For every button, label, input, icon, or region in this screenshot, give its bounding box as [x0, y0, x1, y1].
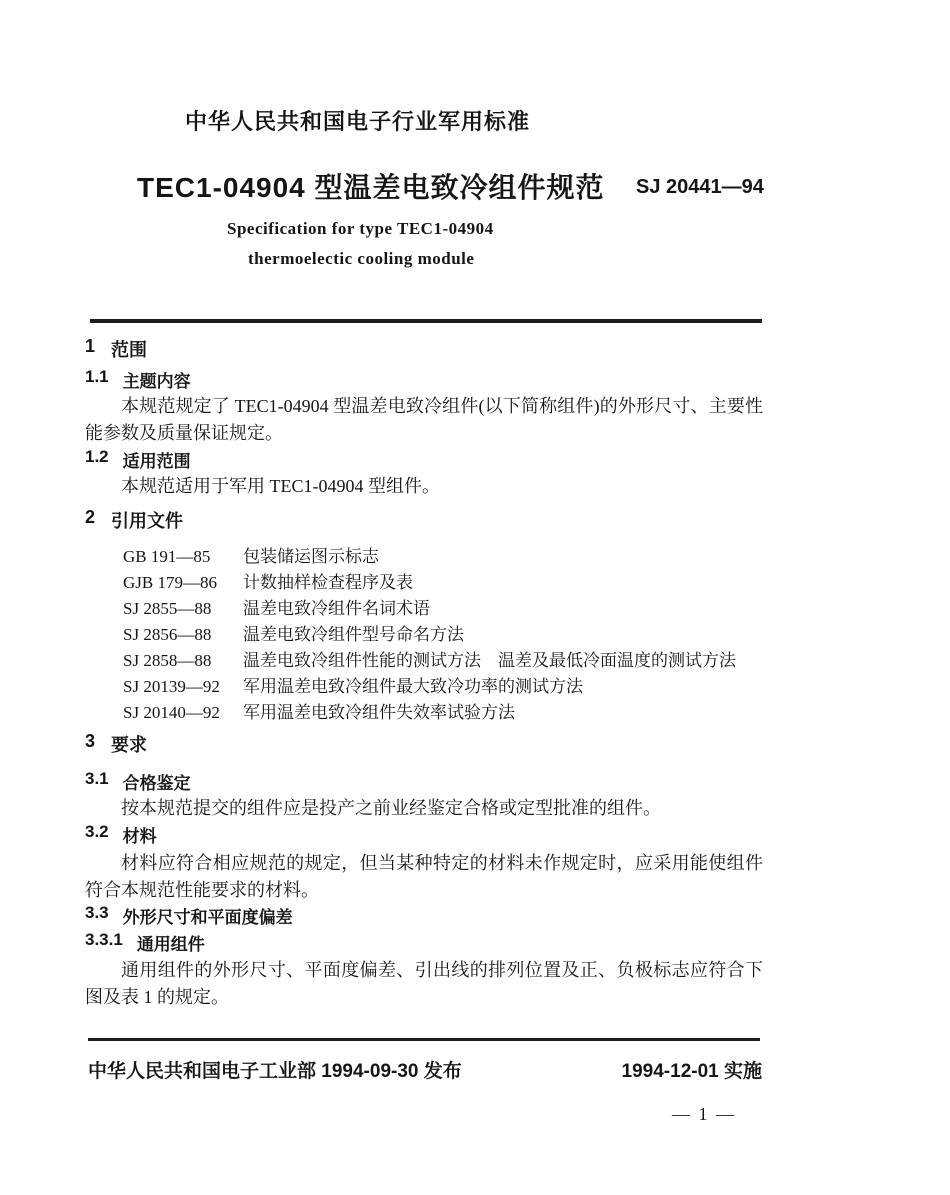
reference-row [85, 596, 763, 622]
document-title-en-line1: Specification for type TEC1-04904 [227, 219, 494, 238]
section-number: 3.3.1 [85, 930, 123, 949]
section-number: 3 [85, 731, 96, 751]
section-3-3-1-paragraph: 通用组件的外形尺寸、平面度偏差、引出线的排列位置及正、负极标志应符合下图及表 1 的规定。 [85, 960, 763, 1007]
header-divider-rule [90, 319, 762, 323]
section-title: 要求 [111, 735, 148, 755]
reference-code: GB 191—85 [123, 547, 211, 566]
section-number: 1.2 [85, 447, 109, 466]
standard-class-heading: 中华人民共和国电子行业军用标准 [185, 109, 531, 134]
document-title-cn: TEC1-04904 型温差电致冷组件规范 [137, 172, 605, 203]
section-number: 1.1 [85, 367, 109, 386]
section-3-1-paragraph: 按本规范提交的组件应是投产之前业经鉴定合格或定型批准的组件。 [121, 798, 661, 818]
reference-title: 军用温差电致冷组件最大致冷功率的测试方法 [243, 677, 583, 696]
reference-row [85, 570, 763, 596]
section-number: 3.2 [85, 822, 109, 841]
reference-code: SJ 20140—92 [123, 703, 220, 722]
reference-title: 温差电致冷组件性能的测试方法 温差及最低冷面温度的测试方法 [243, 651, 736, 670]
section-1-heading [85, 336, 763, 362]
section-title: 外形尺寸和平面度偏差 [122, 908, 293, 927]
section-3-heading [85, 731, 763, 757]
reference-row [85, 544, 763, 570]
section-number: 3.1 [85, 769, 109, 788]
section-number: 3.3 [85, 903, 109, 922]
reference-code: SJ 2856—88 [123, 625, 212, 644]
section-number: 1 [85, 336, 96, 356]
reference-row [85, 622, 763, 648]
reference-code: SJ 20139—92 [123, 677, 220, 696]
reference-title: 军用温差电致冷组件失效率试验方法 [243, 703, 515, 722]
document-title-en-line2: thermoelectic cooling module [248, 249, 475, 268]
footer [88, 1056, 762, 1083]
reference-title: 温差电致冷组件名词术语 [243, 599, 430, 618]
section-3-3-1-heading [85, 930, 763, 955]
section-3-1-heading [85, 769, 763, 794]
reference-title: 温差电致冷组件型号命名方法 [243, 625, 464, 644]
standard-number: SJ 20441—94 [636, 176, 764, 198]
page-number: — 1 — [672, 1104, 736, 1124]
reference-list [85, 544, 763, 726]
footer-divider-rule [88, 1038, 760, 1041]
section-title: 适用范围 [122, 452, 191, 471]
footer-issue-text: 中华人民共和国电子工业部 1994-09-30 发布 [88, 1061, 462, 1082]
section-3-2-paragraph: 材料应符合相应规范的规定，但当某种特定的材料未作规定时，应采用能使组件符合本规范性能要求的材料。 [85, 853, 763, 900]
reference-row [85, 648, 763, 674]
section-title: 通用组件 [136, 935, 205, 954]
section-title: 主题内容 [122, 372, 191, 391]
reference-code: GJB 179—86 [123, 573, 217, 592]
section-title: 合格鉴定 [122, 774, 191, 793]
section-number: 2 [85, 507, 96, 527]
section-title: 范围 [111, 340, 148, 360]
section-1-1-paragraph: 本规范规定了 TEC1-04904 型温差电致冷组件(以下简称组件)的外形尺寸、主要性能参数及质量保证规定。 [85, 396, 763, 443]
reference-row [85, 674, 763, 700]
section-3-2-heading [85, 822, 763, 847]
section-title: 材料 [122, 827, 157, 846]
section-3-3-heading [85, 903, 763, 928]
reference-code: SJ 2855—88 [123, 599, 212, 618]
reference-row [85, 700, 763, 726]
reference-code: SJ 2858—88 [123, 651, 212, 670]
reference-title: 计数抽样检查程序及表 [243, 573, 413, 592]
section-1-2-paragraph: 本规范适用于军用 TEC1-04904 型组件。 [121, 476, 440, 496]
reference-title: 包装储运图示标志 [243, 547, 379, 566]
section-1-1-heading [85, 367, 763, 392]
section-title: 引用文件 [111, 511, 184, 531]
section-2-heading [85, 507, 763, 533]
footer-implement-text: 1994-12-01 实施 [621, 1061, 762, 1082]
section-1-2-heading [85, 447, 763, 472]
